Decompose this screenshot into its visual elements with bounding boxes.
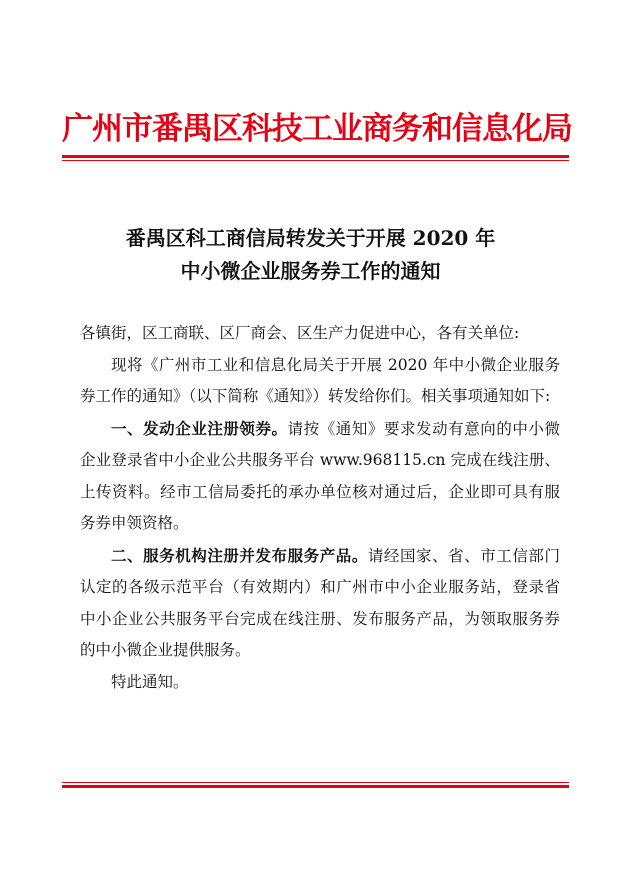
red-rule-thin-line — [62, 160, 569, 161]
item-1-text: 请按《通知》要求发动有意向的中小微企业登录省中小企业公共服务平台 www.968115.cn 完成在线注册、上传资料。经市工信局委托的承办单位核对通过后，企业即可具有服务券申领资格。 — [80, 419, 560, 532]
item-1-paragraph — [80, 413, 560, 540]
footer-rule-thin-line — [62, 782, 569, 783]
document-body — [80, 318, 560, 698]
document-title — [40, 222, 581, 288]
red-rule-thick-line — [62, 155, 569, 158]
letterhead-org-name: 广州市番禺区科技工业商务和信息化局 — [62, 111, 572, 147]
footer-red-rule — [62, 782, 569, 788]
closing-line: 特此通知。 — [111, 672, 189, 691]
item-2-text: 请经国家、省、市工信部门认定的各级示范平台（有效期内）和广州市中小企业服务站，登录省中小企业公共服务平台完成在线注册、发布服务产品，为领取服务券的中小微企业提供服务。 — [80, 546, 560, 659]
item-2-paragraph — [80, 540, 560, 667]
title-line-2: 中小微企业服务券工作的通知 — [180, 259, 441, 283]
item-1-heading: 一、发动企业注册领券。 — [111, 418, 288, 438]
footer-rule-thick-line — [62, 785, 569, 788]
intro-paragraph: 现将《广州市工业和信息化局关于开展 2020 年中小微企业服务券工作的通知》（以下简称《通知》）转发给你们。相关事项通知如下: — [80, 355, 560, 405]
title-line-1: 番禺区科工商信局转发关于开展 2020 年 — [125, 226, 496, 250]
item-2-heading: 二、服务机构注册并发布服务产品。 — [111, 545, 368, 565]
letterhead-red-rule — [62, 155, 569, 161]
salutation: 各镇街，区工商联、区厂商会、区生产力促进中心，各有关单位: — [80, 324, 520, 342]
